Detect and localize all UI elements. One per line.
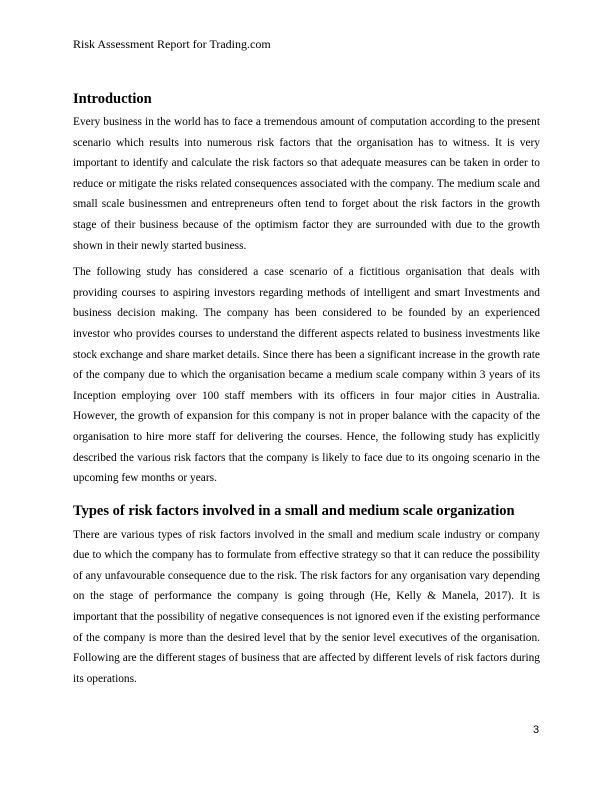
introduction-paragraph-2: The following study has considered a case scenario of a fictitious organisation that deals with providing courses to aspiring investors regarding methods of intelligent and smart Investments and business decision making. The company has been considered to be founded by an experienced investor who provides courses to understand the different aspects related to business investments like stock exchange and share market details. Since there has been a significant increase in the growth rate of the company due to which the organisation became a medium scale company within 3 years of its Inception employing over 100 staff members with its officers in four major cities in Australia. However, the growth of expansion for this company is not in proper balance with the capacity of the organisation to hire more staff for delivering the courses. Hence, the following study has explicitly described the various risk factors that the company is likely to face due to its ongoing scenario in the upcoming few months or years. [73,266,540,485]
introduction-heading: Introduction [73,91,152,107]
running-header: Risk Assessment Report for Trading.com [73,37,271,51]
page-number: 3 [533,724,540,736]
document-body [73,90,540,689]
risk-factors-heading: Types of risk factors involved in a small and medium scale organization [73,502,515,519]
risk-factors-paragraph-1: There are various types of risk factors involved in the small and medium scale industry or company due to which the company has to formulate from effective strategy so that it can reduce the possibility of any unfavourable consequence due to the risk. The risk factors for any organisation vary depending on the stage of performance the company is going through (He, Kelly & Manela, 2017). It is important that the possibility of negative consequences is not ignored even if the existing performance of the company is more than the desired level that by the senior level executives of the organisation. Following are the different stages of business that are affected by different levels of risk factors during its operations. [73,528,540,685]
introduction-paragraph-1: Every business in the world has to face a tremendous amount of computation according to the present scenario which results into numerous risk factors that the organisation has to witness. It is very important to identify and calculate the risk factors so that adequate measures can be taken in order to reduce or mitigate the risks related consequences associated with the company. The medium scale and small scale businessmen and entrepreneurs often tend to forget about the risk factors in the growth stage of their business because of the optimism factor they are surrounded with due to the growth shown in their newly started business. [73,116,540,252]
